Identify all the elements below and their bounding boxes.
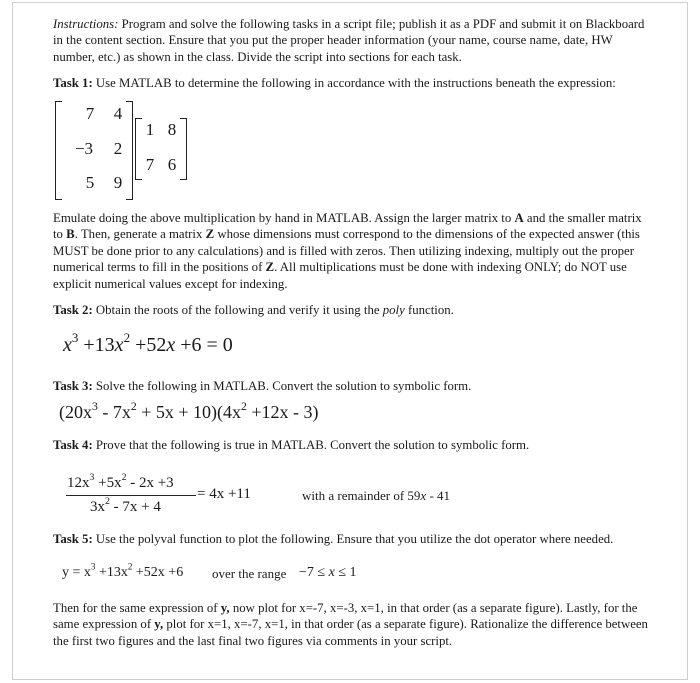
task1-body-text: and the smaller matrix to	[53, 211, 642, 242]
task1-matrix-z-name: Z	[265, 260, 275, 275]
matrix-a-cell: 9	[113, 173, 123, 192]
matrix-b-cell: 8	[167, 120, 177, 139]
task5-text: Use the polyval function to plot the following. Ensure that you utilize the dot operator where needed.	[92, 532, 614, 546]
task3-label: Task 3:	[53, 379, 93, 393]
matrix-b-cell: 1	[145, 120, 155, 139]
task1-body	[53, 210, 653, 292]
task2-poly-word: poly	[382, 303, 405, 317]
task4-text: Prove that the following is true in MATLAB. Convert the solution to symbolic form.	[92, 438, 530, 452]
task4-remainder-var: x	[420, 488, 427, 503]
task1-body-text: whose dimensions must correspond to the dimensions of the expected answer (this MUST be done prior to any calculations) and is filled with zeros. Then utilizing indexing, multiply out the proper numerical terms to fill in the positions of	[53, 227, 640, 275]
task3-text: Solve the following in MATLAB. Convert the solution to symbolic form.	[92, 379, 472, 393]
matrix-b-cell: 7	[145, 155, 155, 174]
matrix-a-cell: 7	[85, 104, 95, 123]
task2-heading	[53, 302, 653, 318]
task1-matrix-z-name: Z	[205, 227, 215, 242]
task2-text: Obtain the roots of the following and verify it using the	[92, 303, 383, 317]
task5-y-var: y,	[220, 601, 230, 615]
task4-denominator: $3x^2 - 7x + 4$	[90, 496, 161, 515]
task4-remainder-text: - 41	[426, 488, 451, 503]
task4-numerator: $12x^3 +5x^2 - 2x +3$	[67, 472, 174, 491]
matrix-a-cell: 2	[113, 139, 123, 158]
task4-label: Task 4:	[53, 438, 93, 452]
matrix-a-left-bracket	[55, 101, 62, 200]
task5-closing-text: now plot for x=-7, x=-3, x=1, in that order (as a separate figure). Lastly, for the same expression of	[53, 601, 638, 632]
matrix-b-cell: 6	[167, 155, 177, 174]
task5-label: Task 5:	[53, 532, 93, 546]
task5-closing-text: Then for the same expression of	[53, 601, 221, 615]
task1-body-text: . Then, generate a matrix	[74, 227, 206, 242]
instructions-paragraph	[53, 16, 653, 65]
task3-expression: $(20x^3 - 7x^2 + 5x + 10)(4x^2 +12x - 3)$	[59, 399, 319, 422]
task4-heading	[53, 437, 653, 453]
instructions-label: Instructions:	[53, 17, 119, 31]
task5-range: −7 ≤ x ≤ 1	[299, 565, 357, 580]
task2-equation: $x^3 +13x^2 +52x +6 = 0$	[63, 329, 233, 356]
task2-label: Task 2:	[53, 303, 93, 317]
task4-remainder-text: with a remainder of 59	[302, 488, 421, 503]
task1-label: Task 1:	[53, 76, 93, 90]
task1-heading	[53, 75, 653, 91]
task5-y-var: y,	[154, 617, 164, 632]
matrix-a-cell: 4	[113, 104, 123, 123]
task1-body-text: . All multiplications must be done with indexing ONLY; do NOT use explicit numerical values except for indexing.	[53, 260, 627, 291]
matrix-a-cell: 5	[85, 173, 95, 192]
task1-matrix-a-name: A	[514, 211, 524, 225]
task4-fraction-bar	[66, 495, 196, 496]
matrix-a-cell: −3	[74, 139, 94, 158]
task3-heading	[53, 378, 653, 394]
task1-matrix-b-name: B	[66, 227, 75, 242]
task5-heading	[53, 531, 653, 547]
task2-text: function.	[404, 303, 454, 317]
task4-remainder	[302, 488, 450, 504]
task5-closing	[53, 600, 653, 649]
task5-expression: $y = x^3 +13x^2 +52x +6$	[62, 561, 184, 580]
instructions-text: Program and solve the following tasks in a script file; publish it as a PDF and submit it on Blackboard in the content section. Ensure that you put the proper header information (your name, course name, date, HW number, etc.) as shown in the class. Divide the script into sections for each task.	[53, 17, 645, 64]
task1-body-text: Emulate doing the above multiplication by hand in MATLAB. Assign the larger matrix to	[53, 211, 515, 225]
task5-range-label: over the range	[212, 566, 287, 581]
task1-text: Use MATLAB to determine the following in accordance with the instructions beneath the expression:	[92, 76, 616, 90]
task5-closing-text: plot for x=1, x=-7, x=1, in that order (as a separate figure). Rationalize the difference between the first two figures and the last final two figures via comments in your script.	[53, 617, 648, 648]
task4-rhs: = 4x +11	[197, 486, 251, 502]
